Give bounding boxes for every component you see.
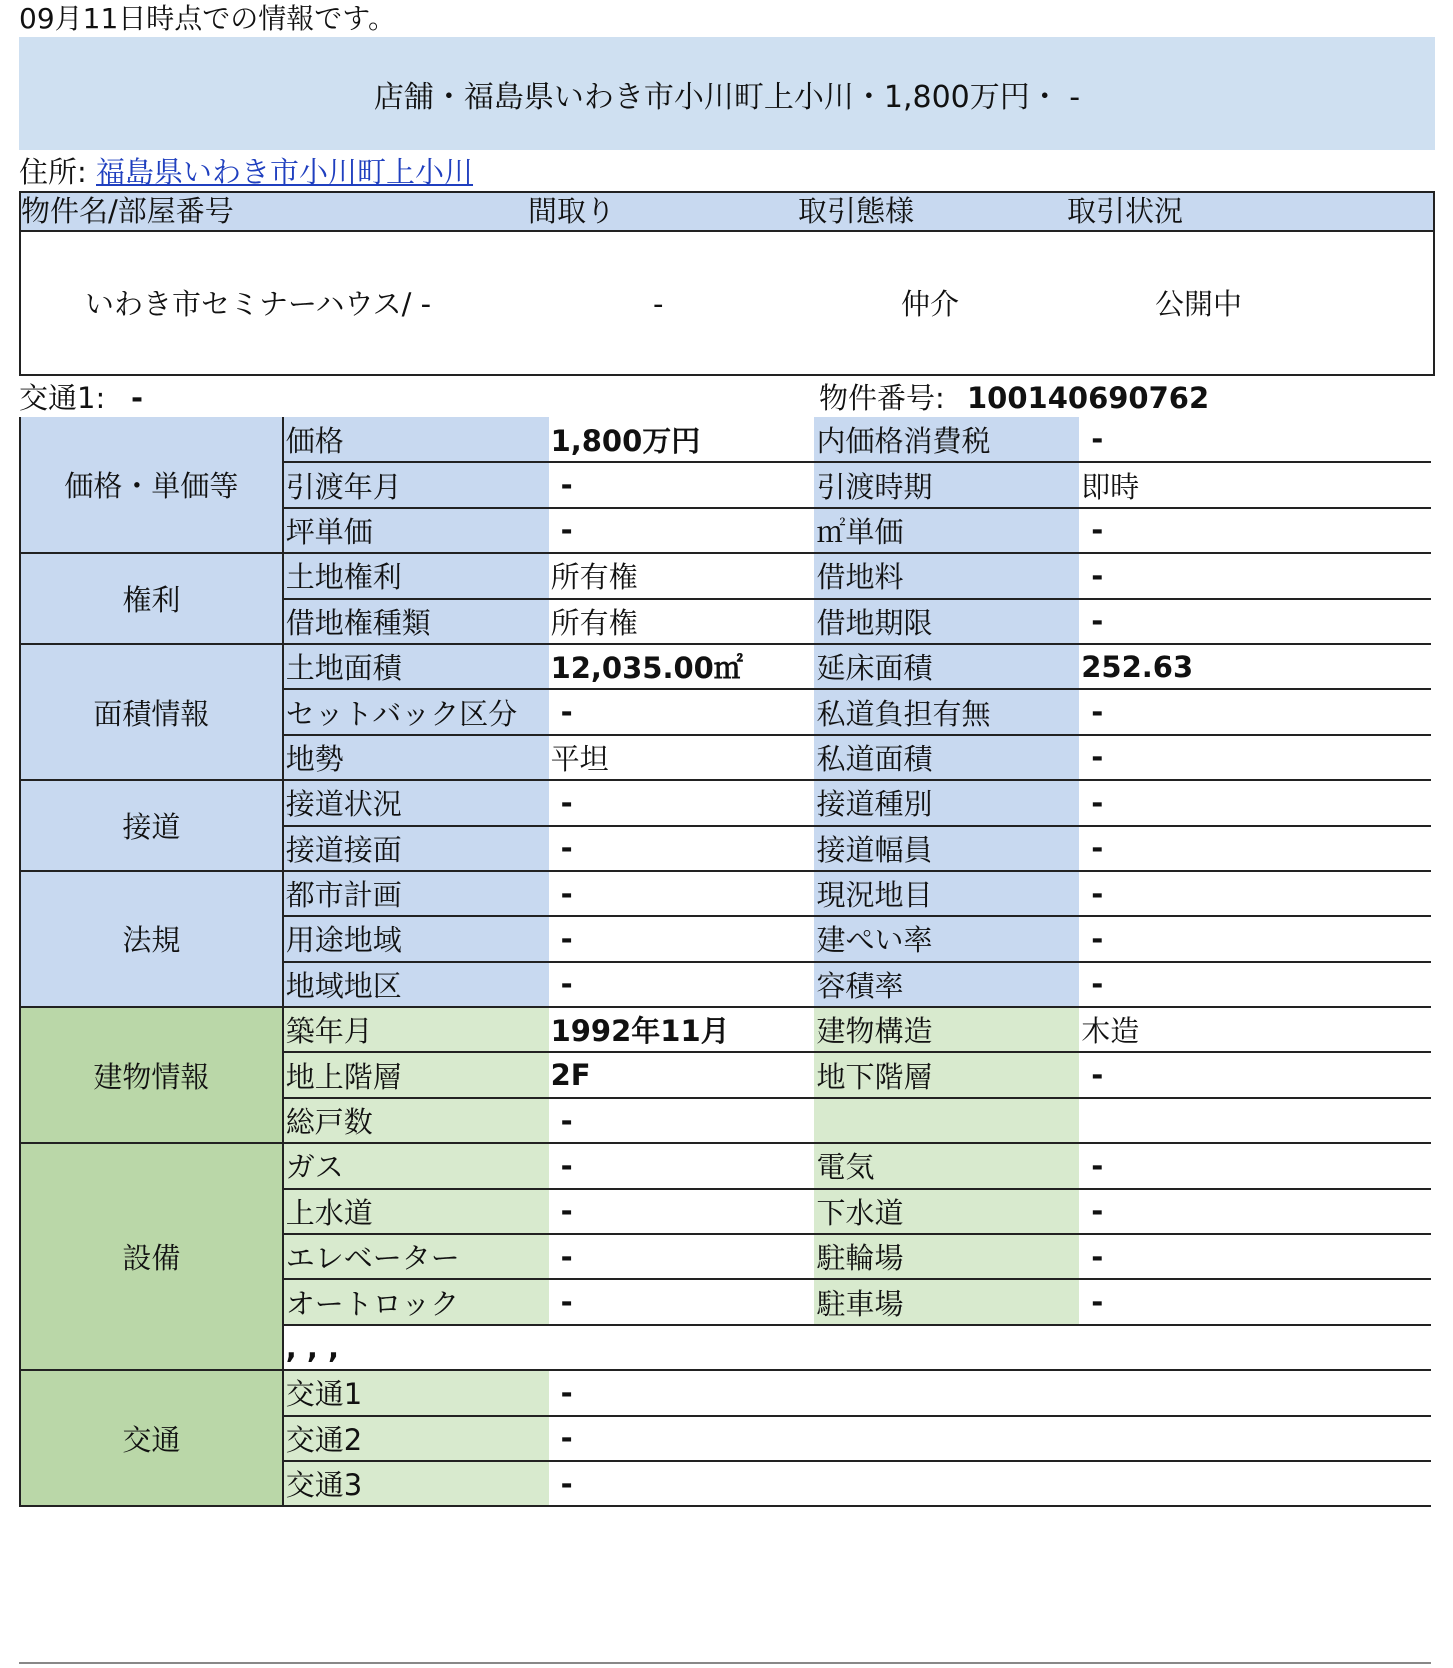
value-road-width: - xyxy=(1079,826,1431,871)
value-structure: 木造 xyxy=(1079,1007,1431,1052)
label-structure: 建物構造 xyxy=(814,1007,1079,1052)
label-delivery-timing: 引渡時期 xyxy=(814,462,1079,507)
value-delivery-ym: - xyxy=(549,462,815,507)
value-floor-area: 252.63 xyxy=(1079,644,1431,689)
label-land-right: 土地権利 xyxy=(283,553,549,598)
value-transport-1: - xyxy=(549,1370,1431,1415)
bottom-divider xyxy=(19,1662,1431,1664)
listing-title: 店舗・福島県いわき市小川町上小川・1,800万円・ - xyxy=(373,79,1081,115)
header-transaction-status: 取引状況 xyxy=(1067,194,1184,228)
value-district: - xyxy=(549,962,815,1007)
section-facilities: 設備 xyxy=(20,1143,283,1370)
label-sqm-price: ㎡単価 xyxy=(814,508,1079,553)
table-row xyxy=(20,1143,1431,1188)
property-no-label: 物件番号: xyxy=(819,381,945,415)
label-land-area: 土地面積 xyxy=(283,644,549,689)
value-lease-fee: - xyxy=(1079,553,1431,598)
header-layout: 間取り xyxy=(528,194,616,228)
value-gas: - xyxy=(549,1143,815,1188)
label-built: 築年月 xyxy=(283,1007,549,1052)
listing-summary-row xyxy=(19,232,1435,376)
value-delivery-timing: 即時 xyxy=(1079,462,1431,507)
label-tax: 内価格消費税 xyxy=(814,417,1079,462)
label-transport-1: 交通1 xyxy=(283,1370,549,1415)
label-road-status: 接道状況 xyxy=(283,780,549,825)
value-use-zone: - xyxy=(549,916,815,961)
label-road-width: 接道幅員 xyxy=(814,826,1079,871)
value-coverage-ratio: - xyxy=(1079,916,1431,961)
value-units: - xyxy=(549,1098,815,1143)
value-sqm-price: - xyxy=(1079,508,1431,553)
property-no-value: 100140690762 xyxy=(967,381,1210,415)
label-price: 価格 xyxy=(283,417,549,462)
label-use-zone: 用途地域 xyxy=(283,916,549,961)
section-area: 面積情報 xyxy=(20,644,283,780)
label-delivery-ym: 引渡年月 xyxy=(283,462,549,507)
section-rights: 権利 xyxy=(20,553,283,644)
as-of-date: 09月11日時点での情報です。 xyxy=(19,2,397,35)
label-coverage-ratio: 建ぺい率 xyxy=(814,916,1079,961)
label-electricity: 電気 xyxy=(814,1143,1079,1188)
label-terrain: 地勢 xyxy=(283,735,549,780)
table-row xyxy=(20,553,1431,598)
value-electricity: - xyxy=(1079,1143,1431,1188)
value-land-area: 12,035.00㎡ xyxy=(549,644,815,689)
value-road-type: - xyxy=(1079,780,1431,825)
label-road-type: 接道種別 xyxy=(814,780,1079,825)
header-transaction-type: 取引態様 xyxy=(798,194,915,228)
value-land-right: 所有権 xyxy=(549,553,815,598)
listing-transaction-type: 仲介 xyxy=(901,287,960,321)
table-row xyxy=(20,871,1431,916)
value-terrain: 平坦 xyxy=(549,735,815,780)
label-district: 地域地区 xyxy=(283,962,549,1007)
label-private-road-area: 私道面積 xyxy=(814,735,1079,780)
value-private-road: - xyxy=(1079,689,1431,734)
value-lease-term: - xyxy=(1079,599,1431,644)
section-road: 接道 xyxy=(20,780,283,871)
value-tsubo-price: - xyxy=(549,508,815,553)
value-transport-3: - xyxy=(549,1461,1431,1506)
address-label: 住所: xyxy=(19,155,87,189)
label-lease-term: 借地期限 xyxy=(814,599,1079,644)
table-row xyxy=(20,780,1431,825)
property-detail-table xyxy=(19,417,1431,1507)
label-city-plan: 都市計画 xyxy=(283,871,549,916)
value-tax: - xyxy=(1079,417,1431,462)
value-transport-2: - xyxy=(549,1416,1431,1461)
value-private-road-area: - xyxy=(1079,735,1431,780)
value-setback: - xyxy=(549,689,815,734)
label-floor-area: 延床面積 xyxy=(814,644,1079,689)
listing-layout: - xyxy=(653,287,664,321)
section-law: 法規 xyxy=(20,871,283,1007)
table-row xyxy=(20,644,1431,689)
access1-label: 交通1: xyxy=(19,381,106,415)
label-lease-type: 借地権種類 xyxy=(283,599,549,644)
section-transport: 交通 xyxy=(20,1370,283,1506)
table-row xyxy=(20,1370,1431,1415)
label-empty xyxy=(814,1098,1079,1143)
label-setback: セットバック区分 xyxy=(283,689,549,734)
value-built: 1992年11月 xyxy=(549,1007,815,1052)
label-transport-3: 交通3 xyxy=(283,1461,549,1506)
address-line xyxy=(19,152,473,190)
label-sewer: 下水道 xyxy=(814,1189,1079,1234)
listing-header-row xyxy=(19,191,1435,232)
table-row xyxy=(20,417,1431,462)
value-water: - xyxy=(549,1189,815,1234)
value-city-plan: - xyxy=(549,871,815,916)
facilities-memo: , , , xyxy=(283,1325,1431,1370)
value-lease-type: 所有権 xyxy=(549,599,815,644)
label-lease-fee: 借地料 xyxy=(814,553,1079,598)
label-floors-below: 地下階層 xyxy=(814,1052,1079,1097)
header-name: 物件名/部屋番号 xyxy=(21,194,234,228)
value-land-category: - xyxy=(1079,871,1431,916)
value-sewer: - xyxy=(1079,1189,1431,1234)
access1-value: - xyxy=(131,381,144,415)
label-elevator: エレベーター xyxy=(283,1234,549,1279)
address-link[interactable]: 福島県いわき市小川町上小川 xyxy=(96,155,474,189)
value-empty xyxy=(1079,1098,1431,1143)
value-autolock: - xyxy=(549,1279,815,1324)
label-land-category: 現況地目 xyxy=(814,871,1079,916)
listing-title-banner xyxy=(19,37,1435,150)
label-road-face: 接道接面 xyxy=(283,826,549,871)
table-row xyxy=(20,1007,1431,1052)
value-parking: - xyxy=(1079,1279,1431,1324)
value-price: 1,800万円 xyxy=(549,417,815,462)
value-road-face: - xyxy=(549,826,815,871)
value-road-status: - xyxy=(549,780,815,825)
label-private-road: 私道負担有無 xyxy=(814,689,1079,734)
label-bicycle-parking: 駐輪場 xyxy=(814,1234,1079,1279)
label-floor-area-ratio: 容積率 xyxy=(814,962,1079,1007)
label-parking: 駐車場 xyxy=(814,1279,1079,1324)
label-floors-above: 地上階層 xyxy=(283,1052,549,1097)
label-tsubo-price: 坪単価 xyxy=(283,508,549,553)
value-elevator: - xyxy=(549,1234,815,1279)
label-water: 上水道 xyxy=(283,1189,549,1234)
value-floors-below: - xyxy=(1079,1052,1431,1097)
section-price: 価格・単価等 xyxy=(20,417,283,553)
section-building: 建物情報 xyxy=(20,1007,283,1143)
listing-name: いわき市セミナーハウス/ - xyxy=(85,287,432,321)
label-units: 総戸数 xyxy=(283,1098,549,1143)
label-gas: ガス xyxy=(283,1143,549,1188)
listing-transaction-status: 公開中 xyxy=(1155,287,1243,321)
value-floor-area-ratio: - xyxy=(1079,962,1431,1007)
access-and-id-line xyxy=(19,377,1435,417)
value-bicycle-parking: - xyxy=(1079,1234,1431,1279)
value-floors-above: 2F xyxy=(549,1052,815,1097)
label-autolock: オートロック xyxy=(283,1279,549,1324)
label-transport-2: 交通2 xyxy=(283,1416,549,1461)
